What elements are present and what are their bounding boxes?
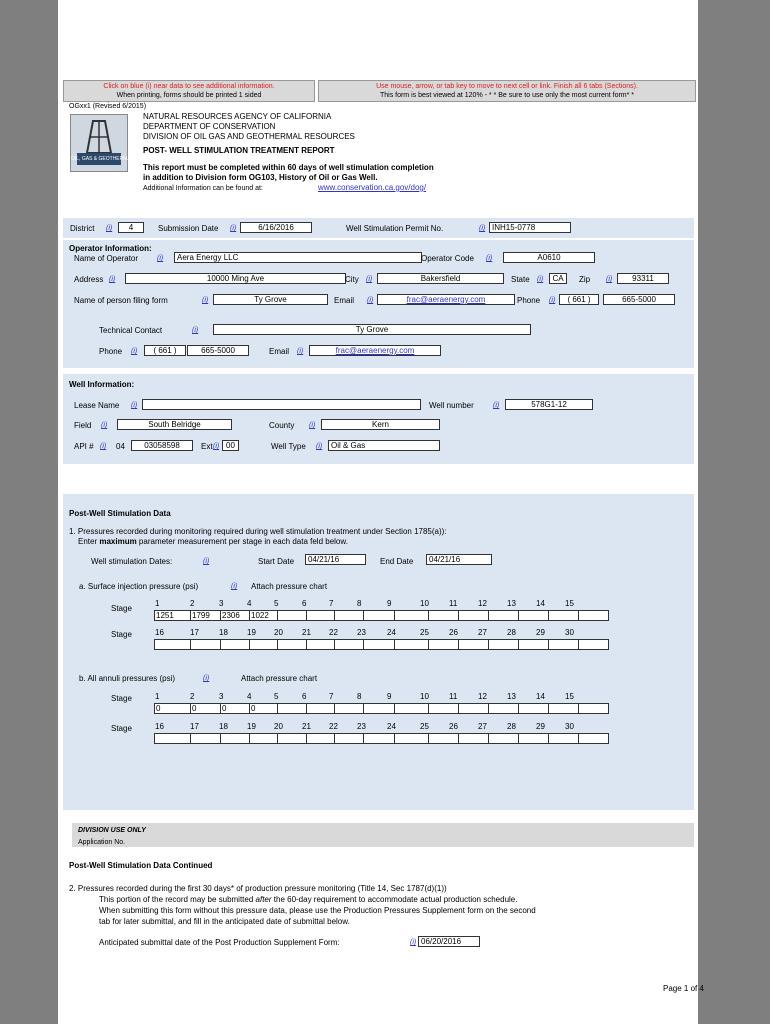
anticipated-date-label: Anticipated submittal date of the Post Production Supplement Form: [99,938,340,947]
annuli-value-cell-3[interactable] [220,733,249,744]
surface-pressure-info-icon[interactable]: (i) [231,583,238,590]
question-1-line-1: 1. Pressures recorded during monitoring required during well stimulation treatment under Section 1785(a)): [69,527,447,536]
permit-field[interactable]: INH15-0778 [489,222,571,233]
surface-value-cell-11[interactable] [458,639,488,650]
question-2-line-3: When submitting this form without this pressure data, please use the Production Pressures Supplement form on the second [99,906,536,915]
left-margin [0,0,58,1024]
annuli-stage-number-8: 8 [357,692,362,701]
annuli-stage-number-15: 15 [565,692,574,701]
annuli-value-cell-1[interactable] [154,733,190,744]
banner-left-bottom: When printing, forms should be printed 1 sided [116,92,262,99]
banner-left [63,80,315,102]
surface-stage-number-14: 29 [536,628,545,637]
zip-label: Zip [579,275,591,284]
filer-field[interactable]: Ty Grove [213,294,328,305]
surface-stage-number-6: 6 [302,599,307,608]
annuli-values-1 [154,703,609,714]
surface-stage-number-12: 27 [478,628,487,637]
surface-value-cell-7[interactable] [334,610,363,621]
surface-stage-number-5: 20 [274,628,283,637]
annuli-value-cell-10[interactable] [428,703,458,714]
agency-line-2: DEPARTMENT OF CONSERVATION [143,122,276,131]
surface-value-cell-5[interactable] [277,639,306,650]
logo-text: OIL, GAS & GEOTHERMAL [71,156,134,162]
annuli-stage-number-9: 9 [387,692,392,701]
annuli-value-cell-4[interactable] [249,733,277,744]
tech-contact-field[interactable]: Ty Grove [213,324,531,335]
application-no-label: Application No. [78,839,126,846]
annuli-stage-number-3: 3 [219,692,224,701]
annuli-value-cell-2[interactable]: 0 [190,703,220,714]
api-prefix: 04 [116,442,125,451]
annuli-value-cell-12[interactable] [488,703,518,714]
api-label: API # [74,442,94,451]
surface-value-cell-3[interactable] [220,639,249,650]
filer-label: Name of person filing form [74,296,168,305]
annuli-stage-number-4: 19 [247,722,256,731]
api-field[interactable]: 03058598 [131,440,193,451]
district-info-icon[interactable]: (i) [106,225,113,232]
filer-phone-label: Phone [517,296,541,305]
additional-info-label: Additional Information can be found at: [143,185,263,192]
state-label: State [511,275,530,284]
surface-stage-number-11: 11 [449,599,458,608]
annuli-stage-number-2: 2 [190,692,195,701]
surface-stage-number-3: 3 [219,599,224,608]
question-2-line-4: tab for later submittal, and fill in the anticipated date of submittal below. [99,917,350,926]
surface-stage-number-7: 7 [329,599,334,608]
operator-code-info-icon[interactable]: (i) [486,255,493,262]
annuli-value-cell-5[interactable] [277,733,306,744]
annuli-stage-number-12: 12 [478,692,487,701]
end-date-label: End Date [380,557,414,566]
surface-stage-number-9: 24 [387,628,396,637]
annuli-stage-number-4: 4 [247,692,252,701]
annuli-value-cell-5[interactable] [277,703,306,714]
anticipated-date-info-icon[interactable]: (i) [410,939,417,946]
surface-stage-number-10: 25 [420,628,429,637]
doggr-logo [70,114,134,172]
surface-value-cell-11[interactable] [458,610,488,621]
annuli-stage-number-13: 28 [507,722,516,731]
annuli-stage-number-1: 1 [155,692,160,701]
surface-stage-number-2: 17 [190,628,199,637]
surface-stage-number-10: 10 [420,599,429,608]
annuli-value-cell-8[interactable] [363,703,394,714]
annuli-value-cell-2[interactable] [190,733,220,744]
surface-value-cell-10[interactable] [428,639,458,650]
api-ext-field[interactable]: 00 [222,440,239,451]
banner-right-bottom: This form is best viewed at 120% - * * Be sure to use only the most current form* * [379,92,635,99]
annuli-value-cell-8[interactable] [363,733,394,744]
annuli-stage-number-1: 16 [155,722,164,731]
annuli-pressure-info-icon[interactable]: (i) [203,675,210,682]
surface-value-cell-14[interactable] [548,639,578,650]
address-label: Address [74,275,104,284]
annuli-attach-label: Attach pressure chart [241,674,318,683]
annuli-stage-number-5: 5 [274,692,279,701]
surface-value-cell-8[interactable] [363,610,394,621]
annuli-value-cell-11[interactable] [458,733,488,744]
surface-stage-number-1: 1 [155,599,160,608]
annuli-stage-number-11: 26 [449,722,458,731]
surface-value-cell-4[interactable] [249,639,277,650]
surface-stage-number-13: 28 [507,628,516,637]
annuli-value-cell-12[interactable] [488,733,518,744]
surface-value-cell-7[interactable] [334,639,363,650]
county-info-icon[interactable]: (i) [309,422,316,429]
post-heading: Post-Well Stimulation Data [69,509,171,518]
filer-email-label: Email [334,296,355,305]
surface-values-2 [154,639,609,650]
surface-value-cell-9[interactable] [394,639,428,650]
surface-value-cell-12[interactable] [488,639,518,650]
address-info-icon[interactable]: (i) [109,276,116,283]
lease-field[interactable] [142,399,421,410]
surface-value-cell-9[interactable] [394,610,428,621]
filer-phone-area-field[interactable]: ( 661 ) [559,294,599,305]
annuli-stage-label-2: Stage [111,724,132,733]
surface-stage-number-8: 8 [357,599,362,608]
surface-value-cell-5[interactable] [277,610,306,621]
well-number-label: Well number [429,401,474,410]
surface-value-cell-1[interactable] [154,639,190,650]
surface-stage-numbers-1 [154,599,593,608]
anticipated-date-field[interactable]: 06/20/2016 [418,936,480,947]
annuli-values-2 [154,733,609,744]
stim-dates-label: Well stimulation Dates: [91,557,173,566]
well-type-field[interactable]: Oil & Gas [328,440,440,451]
agency-line-1: NATURAL RESOURCES AGENCY OF CALIFORNIA [143,112,332,121]
county-field[interactable]: Kern [321,419,440,430]
annuli-value-cell-7[interactable] [334,733,363,744]
address-field[interactable]: 10000 Ming Ave [125,273,346,284]
annuli-value-cell-10[interactable] [428,733,458,744]
stim-dates-info-icon[interactable]: (i) [203,558,210,565]
page-number: Page 1 of 4 [663,984,704,993]
surface-stage-number-1: 16 [155,628,164,637]
division-use-heading: DIVISION USE ONLY [78,827,146,834]
lease-info-icon[interactable]: (i) [131,402,138,409]
surface-stage-number-12: 12 [478,599,487,608]
well-number-field[interactable]: 578G1-12 [505,399,593,410]
surface-stage-number-3: 18 [219,628,228,637]
tech-email-field[interactable]: frac@aeraenergy.com [309,345,441,356]
surface-stage-number-8: 23 [357,628,366,637]
district-label: District [70,224,95,233]
division-use-bg [72,823,694,847]
permit-info-icon[interactable]: (i) [479,225,486,232]
submission-info-icon[interactable]: (i) [230,225,237,232]
banner-right-top: Use mouse, arrow, or tab key to move to next cell or link. Finish all 6 tabs (Sections). [376,83,638,90]
submission-date-field[interactable]: 6/16/2016 [240,222,312,233]
annuli-stage-number-13: 13 [507,692,516,701]
field-label: Field [74,421,92,430]
annuli-value-cell-14[interactable] [548,703,578,714]
annuli-stage-number-8: 23 [357,722,366,731]
surface-stage-number-13: 13 [507,599,516,608]
annuli-pressure-label: b. All annuli pressures (psi) [79,674,176,683]
surface-value-cell-14[interactable] [548,610,578,621]
district-field[interactable]: 4 [118,222,144,233]
filer-phone-info-icon[interactable]: (i) [549,297,556,304]
api-ext-info-icon[interactable]: (i) [213,443,220,450]
annuli-stage-number-7: 22 [329,722,338,731]
surface-stage-number-5: 5 [274,599,279,608]
surface-value-cell-2[interactable] [190,639,220,650]
annuli-stage-number-2: 17 [190,722,199,731]
annuli-value-cell-13[interactable] [518,703,548,714]
surface-stage-label-1: Stage [111,604,132,613]
end-date-field[interactable]: 04/21/16 [426,554,492,565]
city-field[interactable]: Bakersfield [377,273,504,284]
operator-name-label: Name of Operator [74,254,139,263]
annuli-value-cell-3[interactable]: 0 [220,703,249,714]
annuli-stage-number-7: 7 [329,692,334,701]
annuli-stage-number-10: 25 [420,722,429,731]
operator-heading: Operator Information: [69,244,152,253]
annuli-stage-number-6: 6 [302,692,307,701]
question-2-line-1: 2. Pressures recorded during the first 30 days* of production pressure monitoring (Title 14, Sec 1787(d)(1)) [69,884,447,893]
form-code: OGxx1 (Revised 6/2015) [69,103,147,110]
annuli-stage-number-12: 27 [478,722,487,731]
annuli-stage-number-9: 24 [387,722,396,731]
surface-value-cell-15[interactable] [578,610,609,621]
annuli-value-cell-6[interactable] [306,703,334,714]
surface-value-cell-6[interactable] [306,639,334,650]
surface-stage-number-15: 30 [565,628,574,637]
surface-stage-number-2: 2 [190,599,195,608]
additional-info-link[interactable]: www.conservation.ca.gov/dog/ [318,183,427,192]
tech-contact-label: Technical Contact [99,326,163,335]
surface-stage-number-11: 26 [449,628,458,637]
start-date-label: Start Date [258,557,295,566]
state-field[interactable]: CA [549,273,567,284]
annuli-value-cell-4[interactable]: 0 [249,703,277,714]
surface-attach-label: Attach pressure chart [251,582,328,591]
surface-stage-number-4: 19 [247,628,256,637]
surface-value-cell-12[interactable] [488,610,518,621]
annuli-value-cell-11[interactable] [458,703,488,714]
tech-phone-field[interactable]: 665-5000 [187,345,249,356]
annuli-stage-number-11: 11 [449,692,458,701]
report-title: POST- WELL STIMULATION TREATMENT REPORT [143,146,335,155]
tech-email-label: Email [269,347,290,356]
banner-left-top: Click on blue (i) near data to see additional information. [103,83,275,90]
start-date-field[interactable]: 04/21/16 [305,554,366,565]
operator-name-info-icon[interactable]: (i) [157,255,164,262]
api-info-icon[interactable]: (i) [100,443,107,450]
surface-stage-number-15: 15 [565,599,574,608]
field-info-icon[interactable]: (i) [101,422,108,429]
surface-stage-numbers-2 [154,628,593,637]
api-ext-label: Ext [201,442,213,451]
question-1-line-2: Enter maximum parameter measurement per stage in each data feld below. [78,537,348,546]
filer-email-info-icon[interactable]: (i) [367,297,374,304]
annuli-stage-numbers-2 [154,722,593,731]
tech-phone-label: Phone [99,347,123,356]
question-2-line-2: This portion of the record may be submitted after the 60-day requirement to accommodate actual production schedule. [99,895,518,904]
annuli-stage-numbers-1 [154,692,593,701]
filer-email-field[interactable]: frac@aeraenergy.com [377,294,515,305]
surface-value-cell-15[interactable] [578,639,609,650]
submission-date-label: Submission Date [158,224,219,233]
zip-field[interactable]: 93311 [617,273,669,284]
surface-pressure-label: a. Surface injection pressure (psi) [79,582,199,591]
notice-line-1: This report must be completed within 60 days of well stimulation completion [143,163,434,172]
city-label: City [345,275,359,284]
permit-label: Well Stimulation Permit No. [346,224,444,233]
surface-value-cell-4[interactable]: 1022 [249,610,277,621]
surface-stage-number-14: 14 [536,599,545,608]
zip-info-icon[interactable]: (i) [606,276,613,283]
annuli-value-cell-1[interactable]: 0 [154,703,190,714]
annuli-stage-number-14: 14 [536,692,545,701]
annuli-stage-number-14: 29 [536,722,545,731]
filer-info-icon[interactable]: (i) [202,297,209,304]
agency-line-3: DIVISION OF OIL GAS AND GEOTHERMAL RESOURCES [143,132,355,141]
operator-name-field[interactable]: Aera Energy LLC [174,252,422,263]
annuli-value-cell-7[interactable] [334,703,363,714]
surface-value-cell-3[interactable]: 2306 [220,610,249,621]
surface-value-cell-10[interactable] [428,610,458,621]
annuli-stage-number-15: 30 [565,722,574,731]
county-label: County [269,421,295,430]
notice-line-2: in addition to Division form OG103, History of Oil or Gas Well. [143,173,378,182]
annuli-value-cell-9[interactable] [394,733,428,744]
field-field[interactable]: South Belridge [117,419,232,430]
surface-value-cell-6[interactable] [306,610,334,621]
annuli-value-cell-14[interactable] [548,733,578,744]
surface-stage-number-4: 4 [247,599,252,608]
annuli-stage-number-3: 18 [219,722,228,731]
annuli-value-cell-15[interactable] [578,703,609,714]
right-margin [698,0,770,1024]
well-type-label: Well Type [271,442,306,451]
annuli-value-cell-15[interactable] [578,733,609,744]
well-type-info-icon[interactable]: (i) [316,443,323,450]
city-info-icon[interactable]: (i) [366,276,373,283]
operator-code-field[interactable]: A0610 [503,252,595,263]
tech-phone-area-field[interactable]: ( 661 ) [144,345,186,356]
surface-value-cell-13[interactable] [518,610,548,621]
banner-right [318,80,696,102]
surface-stage-number-7: 22 [329,628,338,637]
surface-value-cell-13[interactable] [518,639,548,650]
annuli-value-cell-9[interactable] [394,703,428,714]
surface-value-cell-8[interactable] [363,639,394,650]
tech-contact-info-icon[interactable]: (i) [192,327,199,334]
lease-label: Lease Name [74,401,120,410]
filer-phone-field[interactable]: 665-5000 [603,294,675,305]
tech-phone-info-icon[interactable]: (i) [131,348,138,355]
annuli-stage-number-10: 10 [420,692,429,701]
surface-stage-number-6: 21 [302,628,311,637]
oil-derrick-icon [71,115,134,171]
surface-value-cell-2[interactable]: 1799 [190,610,220,621]
continued-heading: Post-Well Stimulation Data Continued [69,861,213,870]
annuli-stage-number-5: 20 [274,722,283,731]
surface-stage-number-9: 9 [387,599,392,608]
state-info-icon[interactable]: (i) [537,276,544,283]
annuli-stage-number-6: 21 [302,722,311,731]
surface-stage-label-2: Stage [111,630,132,639]
annuli-stage-label-1: Stage [111,694,132,703]
tech-email-info-icon[interactable]: (i) [297,348,304,355]
operator-code-label: Operator Code [421,254,474,263]
well-heading: Well Information: [69,380,135,389]
annuli-value-cell-6[interactable] [306,733,334,744]
annuli-value-cell-13[interactable] [518,733,548,744]
surface-value-cell-1[interactable]: 1251 [154,610,190,621]
well-number-info-icon[interactable]: (i) [493,402,500,409]
surface-values-1 [154,610,609,621]
